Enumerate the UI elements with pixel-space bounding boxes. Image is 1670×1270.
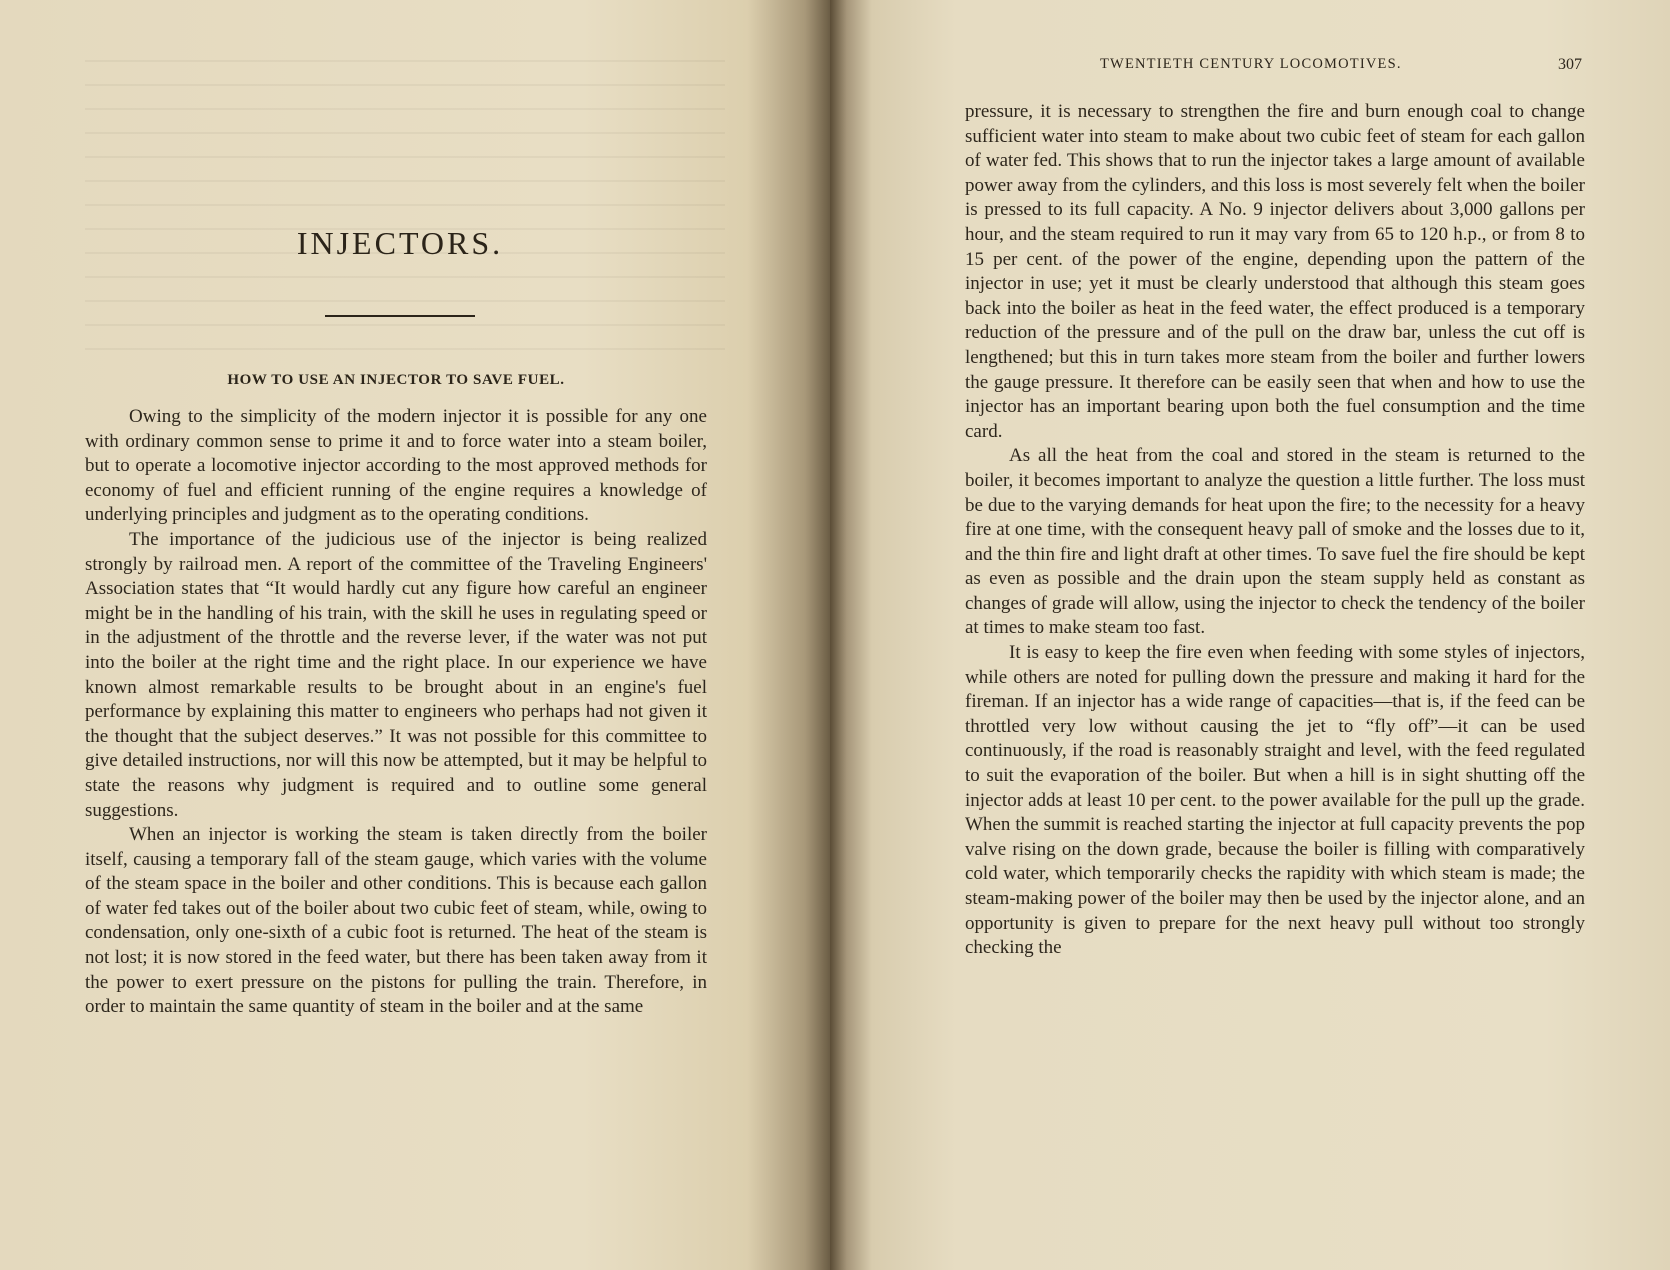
left-paragraph-2: The importance of the judicious use of the injector is being realized strongly by railroad men. A report of the committee of the Traveling Engineers' Association states that “It would hardly cut any figure how careful an engineer might be in the handling of his train, with the skill he uses in regulating speed or in the adjustment of the throttle and the reverse lever, if the water was not put into the boiler at the right time and the right place. In our experience we have known almost remarkable results to be brought about in an engine's fuel performance by explaining this matter to engineers who perhaps had not given it the thought that the subject deserves.” It was not possible for this committee to give detailed instructions, nor will this now be attempted, but it may be helpful to state the reasons why judgment is required and to outline some general suggestions. <box>85 528 707 821</box>
right-body-text <box>965 100 1585 961</box>
right-paragraph-2: As all the heat from the coal and stored in the steam is returned to the boiler, it becomes important to analyze the question a little further. The loss must be due to the varying demands for heat upon the fire; to the necessity for a heavy fire at one time, with the consequent heavy pall of smoke and the losses due to it, and the thin fire and light draft at other times. To save fuel the fire should be kept as even as possible and the drain upon the steam supply held as constant as changes of grade will allow, using the injector to check the tendency of the boiler at times to make steam too fast. <box>965 445 1585 639</box>
section-heading: HOW TO USE AN INJECTOR TO SAVE FUEL. <box>227 372 565 388</box>
left-page <box>0 0 830 1270</box>
running-head: TWENTIETH CENTURY LOCOMOTIVES. <box>1100 56 1402 72</box>
title-rule <box>325 315 475 317</box>
page-number: 307 <box>1558 56 1582 73</box>
left-paragraph-3: When an injector is working the steam is taken directly from the boiler itself, causing a temporary fall of the steam gauge, which varies with the volume of the steam space in the boiler and other conditions. This is because each gallon of water fed takes out of the boiler about two cubic feet of steam, while, owing to condensation, only one-sixth of a cubic foot is returned. The heat of the steam is not lost; it is now stored in the feed water, but there has been taken away from it the power to exert pressure on the pistons for pulling the train. Therefore, in order to maintain the same quantity of steam in the boiler and at the same <box>85 824 707 1018</box>
right-paragraph-1: pressure, it is necessary to strengthen the fire and burn enough coal to change sufficient water into steam to make about two cubic feet of steam for each gallon of water fed. This shows that to run the injector takes a large amount of available power away from the cylinders, and this loss is most severely felt when the boiler is pressed to its full capacity. A No. 9 injector delivers about 3,000 gallons per hour, and the steam required to run it may vary from 65 to 120 h.p., or from 8 to 15 per cent. of the power of the engine, depending upon the pattern of the injector in use; yet it must be clearly understood that although this steam goes back into the boiler as heat in the feed water, the effect produced is a temporary reduction of the pressure and of the pull on the draw bar, unless the cut off is lengthened; but this in turn takes more steam from the boiler and further lowers the gauge pressure. It therefore can be easily seen that when and how to use the injector has an important bearing upon both the fuel consumption and the time card. <box>965 101 1585 442</box>
right-paragraph-3: It is easy to keep the fire even when feeding with some styles of injectors, while others are noted for pulling down the pressure and making it hard for the fireman. If an injector has a wide range of capacities—that is, if the feed can be throttled very low without causing the jet to “fly off”—it can be used continuously, if the road is reasonably straight and level, with the feed regulated to suit the evaporation of the boiler. But when a hill is in sight shutting off the injector adds at least 10 per cent. to the power available for the pull up the grade. When the summit is reached starting the injector at full capacity prevents the pop valve rising on the down grade, because the boiler is filling with comparatively cold water, which temporarily checks the rapidity with which steam is made; the steam-making power of the boiler may then be used by the injector alone, and an opportunity is given to prepare for the next heavy pull without too strongly checking the <box>965 642 1585 959</box>
left-paragraph-1: Owing to the simplicity of the modern injector it is possible for any one with ordinary common sense to prime it and to force water into a steam boiler, but to operate a locomotive injector according to the most approved methods for economy of fuel and efficient running of the engine requires a knowledge of underlying principles and judgment as to the operating conditions. <box>85 406 707 526</box>
left-body-text <box>85 405 707 1020</box>
chapter-title: INJECTORS. <box>296 225 504 261</box>
